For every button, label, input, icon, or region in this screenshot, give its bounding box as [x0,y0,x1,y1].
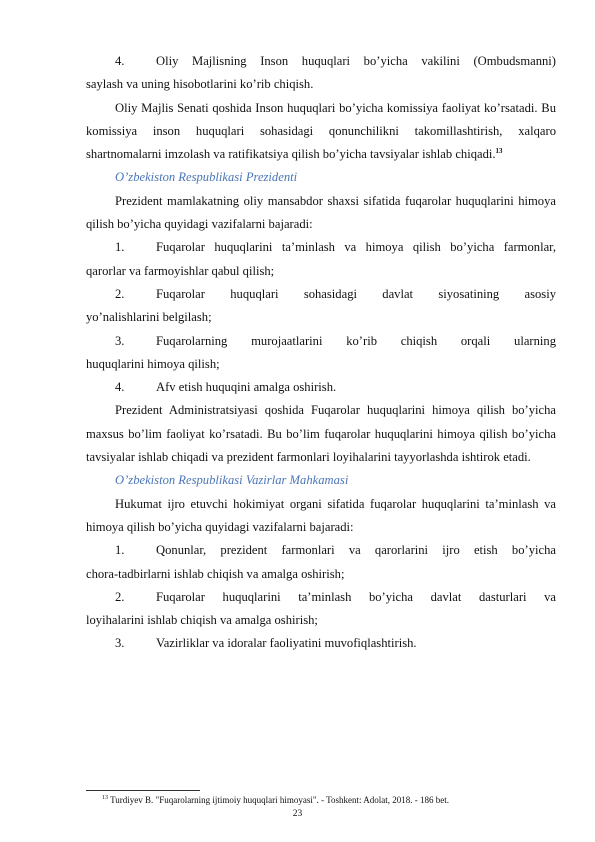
list-item-text: Qonunlar, prezident farmonlari va qarorlarini ijro etish bo’yicha [156,543,556,558]
paragraph [86,97,556,167]
list-item-number: 2. [115,589,125,604]
section-heading: O’zbekiston Respublikasi Prezidenti [115,170,298,185]
footnote-mark: 13 [102,795,108,801]
footnote-divider [86,790,200,791]
paragraph-text: Prezident Administratsiyasi qoshida Fuqarolar huquqlarini himoya qilish bo’yicha maxsus bo’lim faoliyat ko’rsatadi. Bu bo’lim fuqarolar huquqlarini himoya qilish bo’yicha tavsiyalar ishlab chiqadi va prezident farmonlari loyihalarini tayyorlashda ishtirok etadi. [86,403,556,465]
list-item-number: 3. [115,636,125,651]
list-item [86,376,556,399]
list-item-number: 1. [115,240,125,255]
list-item-continuation: chora-tadbirlarni ishlab chiqish va amalga oshirish; [86,566,345,581]
paragraph [86,399,556,469]
list-item-continuation: loyihalarini ishlab chiqish va amalga oshirish; [86,613,318,628]
list-item [86,236,556,283]
list-item-number: 4. [115,54,125,68]
list-item-text: Fuqarolar huquqlari sohasidagi davlat siyosatining asosiy [156,286,556,301]
list-item [86,50,556,97]
list-item-continuation: saylash va uning hisobotlarini ko’rib chiqish. [86,77,314,92]
page-body [86,50,556,656]
list-item-text: Afv etish huquqini amalga oshirish. [156,380,337,395]
list-item-continuation: yo’nalishlarini belgilash; [86,310,212,325]
list-item [86,632,556,655]
paragraph [86,493,556,540]
page-number: 23 [292,809,303,819]
list-item-text: Fuqarolar huquqlarini ta’minlash bo’yicha davlat dasturlari va [156,589,556,604]
footnote [86,794,556,806]
list-item-continuation: qarorlar va farmoyishlar qabul qilish; [86,263,275,278]
footnote-text: Turdiyev B. "Fuqarolarning ijtimoiy huquqlari himoyasi". - Toshkent: Adolat, 2018. - 186 bet. [110,795,450,805]
list-item-number: 1. [115,543,125,558]
paragraph [86,190,556,237]
list-item-text: Oliy Majlisning Inson huquqlari bo’yicha vakilini (Ombudsmanni) [156,54,556,68]
list-item-continuation: huquqlarini himoya qilish; [86,356,220,371]
list-item [86,539,556,586]
list-item [86,586,556,633]
list-item [86,330,556,377]
paragraph-text: Oliy Majlis Senati qoshida Inson huquqlari bo’yicha komissiya faoliyat ko’rsatadi. Bu komissiya inson huquqlari sohasidagi qonunchilikni takomillashtirish, xalqaro shartnomalarni imzolash va ratifikatsiya qilish bo’yicha tavsiyalar ishlab chiqadi. [86,100,556,162]
footnote-reference: 13 [495,147,503,155]
list-item-number: 3. [115,333,125,348]
section-heading: O’zbekiston Respublikasi Vazirlar Mahkamasi [115,473,349,488]
list-item-number: 2. [115,286,125,301]
paragraph-text: Hukumat ijro etuvchi hokimiyat organi sifatida fuqarolar huquqlarini ta’minlash va himoya qilish bo’yicha quyidagi vazifalarni bajaradi: [86,496,556,534]
paragraph-text: Prezident mamlakatning oliy mansabdor shaxsi sifatida fuqarolar huquqlarini himoya qilish bo’yicha quyidagi vazifalarni bajaradi: [86,193,556,232]
list-item-text: Fuqarolarning murojaatlarini ko’rib chiqish orqali ularning [156,333,556,348]
list-item [86,283,556,330]
list-item-number: 4. [115,380,125,395]
list-item-text: Fuqarolar huquqlarini ta’minlash va himoya qilish bo’yicha farmonlar, [156,240,556,255]
list-item-text: Vazirliklar va idoralar faoliyatini muvofiqlashtirish. [156,636,417,651]
